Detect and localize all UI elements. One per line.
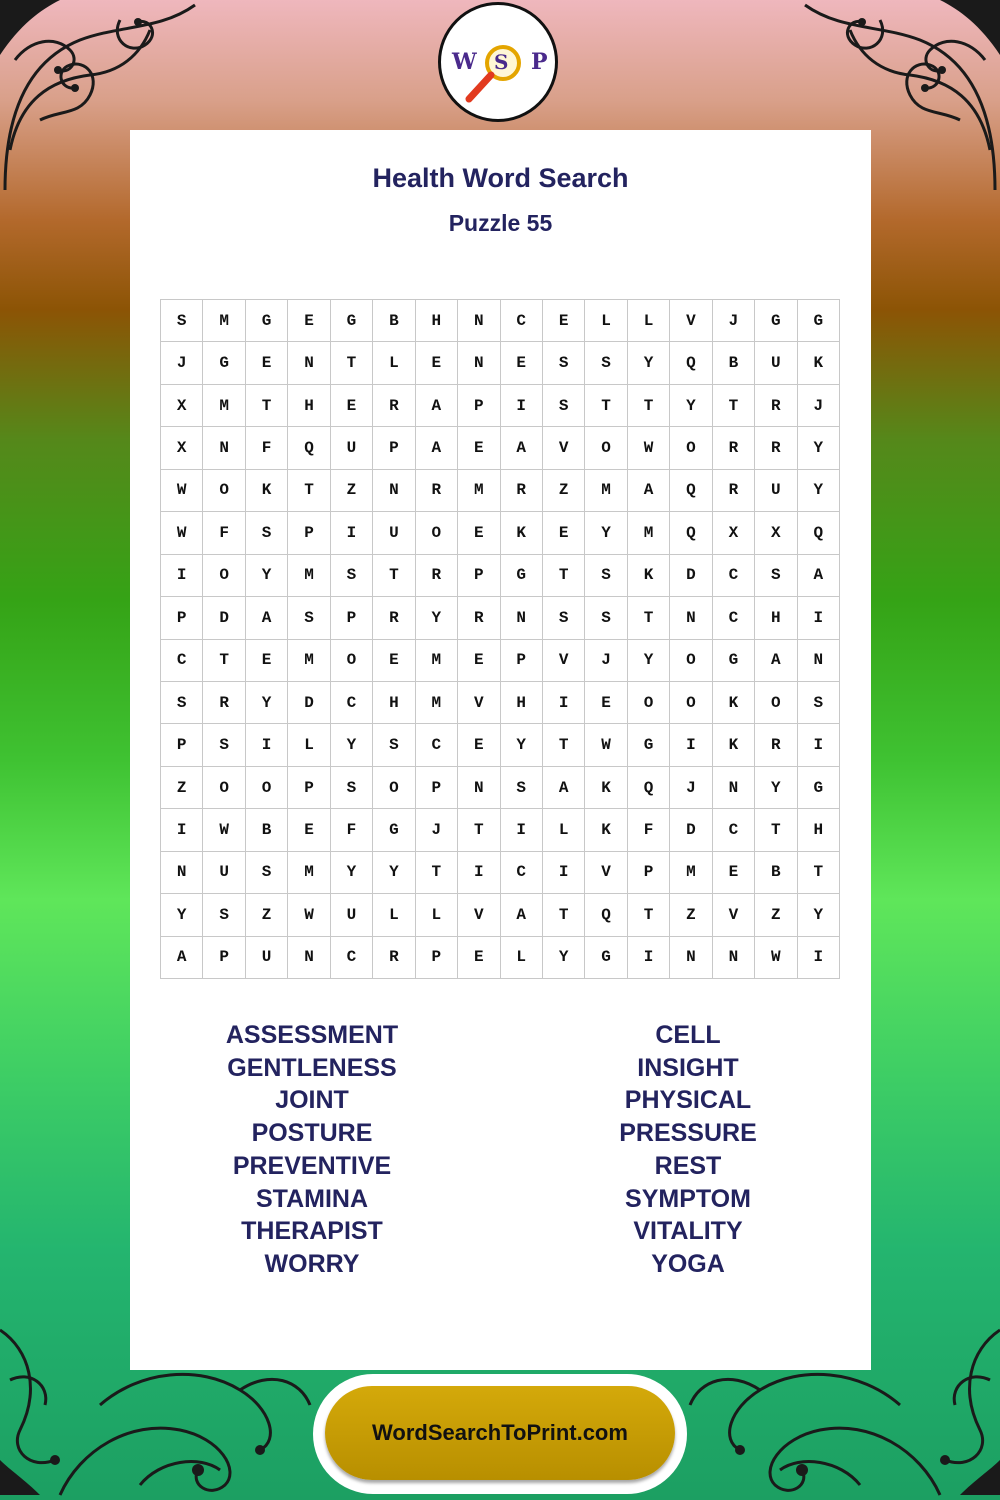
grid-cell: R [373, 385, 415, 427]
grid-cell: N [288, 937, 330, 979]
grid-cell: E [416, 342, 458, 384]
grid-cell: G [798, 767, 840, 809]
grid-cell: D [203, 597, 245, 639]
grid-cell: G [628, 724, 670, 766]
site-button-frame [313, 1374, 687, 1494]
grid-cell: T [416, 852, 458, 894]
word-list-item: INSIGHT [637, 1053, 739, 1082]
grid-cell: V [458, 682, 500, 724]
grid-cell: Q [670, 342, 712, 384]
grid-cell: S [161, 682, 203, 724]
grid-cell: A [416, 385, 458, 427]
grid-cell: T [203, 640, 245, 682]
grid-cell: E [288, 300, 330, 342]
grid-cell: L [543, 809, 585, 851]
grid-cell: A [543, 767, 585, 809]
grid-cell: L [585, 300, 627, 342]
grid-cell: R [713, 470, 755, 512]
grid-cell: O [585, 427, 627, 469]
grid-cell: Z [755, 894, 797, 936]
grid-cell: M [585, 470, 627, 512]
grid-cell: U [203, 852, 245, 894]
word-list-item: REST [654, 1151, 722, 1180]
grid-cell: I [331, 512, 373, 554]
grid-cell: O [755, 682, 797, 724]
grid-cell: V [543, 427, 585, 469]
grid-cell: N [458, 300, 500, 342]
grid-cell: Y [331, 852, 373, 894]
grid-cell: S [543, 342, 585, 384]
grid-cell: M [288, 852, 330, 894]
grid-cell: B [246, 809, 288, 851]
grid-cell: H [501, 682, 543, 724]
grid-cell: P [288, 512, 330, 554]
page-title: Health Word Search [372, 163, 629, 193]
grid-cell: K [713, 724, 755, 766]
grid-cell: W [755, 937, 797, 979]
grid-cell: Q [670, 470, 712, 512]
grid-cell: W [585, 724, 627, 766]
site-link-button[interactable]: WordSearchToPrint.com [325, 1386, 675, 1480]
grid-cell: Y [373, 852, 415, 894]
grid-cell: O [203, 767, 245, 809]
grid-cell: Z [331, 470, 373, 512]
grid-cell: C [161, 640, 203, 682]
grid-cell: A [501, 894, 543, 936]
grid-cell: X [755, 512, 797, 554]
grid-cell: M [288, 555, 330, 597]
grid-cell: D [670, 555, 712, 597]
grid-cell: Y [798, 427, 840, 469]
grid-cell: L [373, 894, 415, 936]
word-list-item: PREVENTIVE [232, 1151, 392, 1180]
grid-cell: E [713, 852, 755, 894]
grid-cell: U [331, 427, 373, 469]
grid-cell: E [246, 342, 288, 384]
grid-cell: N [161, 852, 203, 894]
grid-cell: N [713, 937, 755, 979]
grid-cell: H [373, 682, 415, 724]
grid-cell: U [331, 894, 373, 936]
grid-cell: S [798, 682, 840, 724]
grid-cell: P [288, 767, 330, 809]
grid-cell: P [331, 597, 373, 639]
grid-cell: Y [161, 894, 203, 936]
grid-cell: C [713, 555, 755, 597]
grid-cell: Y [798, 470, 840, 512]
logo-letter-p: P [531, 49, 548, 75]
grid-cell: S [585, 597, 627, 639]
grid-cell: O [628, 682, 670, 724]
grid-cell: K [798, 342, 840, 384]
grid-cell: N [203, 427, 245, 469]
grid-cell: W [161, 470, 203, 512]
grid-cell: K [585, 809, 627, 851]
grid-cell: Z [670, 894, 712, 936]
word-list-item: JOINT [275, 1086, 349, 1115]
word-list-item: PRESSURE [619, 1119, 757, 1148]
grid-cell: G [585, 937, 627, 979]
grid-cell: T [246, 385, 288, 427]
grid-cell: I [501, 385, 543, 427]
grid-cell: J [713, 300, 755, 342]
grid-cell: P [416, 937, 458, 979]
grid-cell: I [798, 724, 840, 766]
word-list-item: ASSESSMENT [225, 1021, 399, 1049]
grid-cell: W [628, 427, 670, 469]
grid-cell: S [161, 300, 203, 342]
grid-cell: P [458, 385, 500, 427]
grid-cell: N [713, 767, 755, 809]
grid-cell: G [246, 300, 288, 342]
grid-cell: J [798, 385, 840, 427]
grid-cell: V [670, 300, 712, 342]
grid-cell: T [628, 597, 670, 639]
grid-cell: R [501, 470, 543, 512]
grid-cell: L [501, 937, 543, 979]
grid-cell: L [416, 894, 458, 936]
grid-cell: T [628, 385, 670, 427]
grid-cell: G [755, 300, 797, 342]
grid-cell: R [373, 937, 415, 979]
grid-cell: R [713, 427, 755, 469]
word-list-right [538, 1019, 838, 1281]
grid-cell: Y [628, 342, 670, 384]
grid-cell: D [288, 682, 330, 724]
grid-cell: L [288, 724, 330, 766]
grid-cell: C [501, 300, 543, 342]
grid-cell: C [331, 682, 373, 724]
grid-cell: N [373, 470, 415, 512]
grid-cell: F [331, 809, 373, 851]
grid-cell: J [161, 342, 203, 384]
grid-cell: K [713, 682, 755, 724]
grid-cell: O [246, 767, 288, 809]
grid-cell: E [458, 512, 500, 554]
grid-cell: I [670, 724, 712, 766]
word-list-item: POSTURE [251, 1119, 373, 1148]
grid-cell: N [458, 767, 500, 809]
grid-cell: E [373, 640, 415, 682]
grid-cell: C [713, 597, 755, 639]
grid-cell: I [543, 852, 585, 894]
grid-cell: R [416, 555, 458, 597]
word-list-item: WORRY [264, 1249, 360, 1278]
grid-cell: M [203, 300, 245, 342]
grid-cell: E [458, 724, 500, 766]
grid-cell: C [331, 937, 373, 979]
grid-cell: Y [628, 640, 670, 682]
grid-cell: T [288, 470, 330, 512]
grid-cell: U [755, 342, 797, 384]
grid-cell: B [755, 852, 797, 894]
grid-cell: I [543, 682, 585, 724]
grid-cell: M [670, 852, 712, 894]
grid-cell: K [501, 512, 543, 554]
grid-cell: C [501, 852, 543, 894]
site-logo[interactable] [438, 2, 558, 122]
grid-cell: Z [543, 470, 585, 512]
grid-cell: D [670, 809, 712, 851]
grid-cell: N [458, 342, 500, 384]
grid-cell: A [501, 427, 543, 469]
puzzle-number: Puzzle 55 [448, 210, 553, 236]
grid-cell: P [458, 555, 500, 597]
grid-cell: Z [161, 767, 203, 809]
grid-cell: L [373, 342, 415, 384]
grid-cell: O [670, 682, 712, 724]
word-list-item: VITALITY [633, 1217, 743, 1246]
grid-cell: T [458, 809, 500, 851]
grid-cell: R [416, 470, 458, 512]
grid-cell: J [585, 640, 627, 682]
grid-cell: N [670, 597, 712, 639]
grid-cell: I [798, 937, 840, 979]
grid-cell: R [458, 597, 500, 639]
grid-cell: O [670, 427, 712, 469]
grid-cell: Q [628, 767, 670, 809]
grid-cell: E [288, 809, 330, 851]
grid-cell: A [416, 427, 458, 469]
grid-cell: N [670, 937, 712, 979]
grid-cell: O [416, 512, 458, 554]
grid-cell: O [670, 640, 712, 682]
word-list-item: THERAPIST [241, 1217, 383, 1246]
grid-cell: E [458, 640, 500, 682]
grid-cell: M [628, 512, 670, 554]
grid-cell: E [585, 682, 627, 724]
grid-cell: E [543, 512, 585, 554]
grid-cell: J [670, 767, 712, 809]
grid-cell: V [585, 852, 627, 894]
logo-letter-s: S [494, 50, 509, 74]
word-list-item: STAMINA [255, 1184, 369, 1213]
grid-cell: P [373, 427, 415, 469]
grid-cell: N [798, 640, 840, 682]
grid-cell: S [288, 597, 330, 639]
grid-cell: U [373, 512, 415, 554]
grid-cell: X [713, 512, 755, 554]
grid-cell: N [288, 342, 330, 384]
letter-grid [160, 299, 840, 979]
grid-cell: M [416, 682, 458, 724]
grid-cell: K [585, 767, 627, 809]
grid-cell: A [755, 640, 797, 682]
grid-cell: B [373, 300, 415, 342]
grid-cell: Y [798, 894, 840, 936]
grid-cell: G [501, 555, 543, 597]
grid-cell: J [416, 809, 458, 851]
grid-cell: T [755, 809, 797, 851]
grid-cell: S [203, 724, 245, 766]
grid-cell: X [161, 385, 203, 427]
grid-cell: A [628, 470, 670, 512]
grid-cell: E [501, 342, 543, 384]
grid-cell: H [416, 300, 458, 342]
grid-cell: K [628, 555, 670, 597]
grid-cell: Y [246, 682, 288, 724]
grid-cell: Y [670, 385, 712, 427]
grid-cell: Q [798, 512, 840, 554]
grid-cell: H [755, 597, 797, 639]
grid-cell: F [246, 427, 288, 469]
grid-cell: T [543, 724, 585, 766]
grid-cell: R [755, 385, 797, 427]
grid-cell: T [585, 385, 627, 427]
grid-cell: X [161, 427, 203, 469]
grid-cell: S [585, 342, 627, 384]
grid-cell: F [628, 809, 670, 851]
grid-cell: V [543, 640, 585, 682]
grid-cell: P [501, 640, 543, 682]
grid-cell: Y [755, 767, 797, 809]
grid-cell: E [458, 427, 500, 469]
grid-cell: O [203, 470, 245, 512]
grid-cell: P [161, 724, 203, 766]
grid-cell: T [543, 894, 585, 936]
word-list-item: SYMPTOM [625, 1184, 751, 1213]
grid-cell: H [288, 385, 330, 427]
grid-cell: I [161, 555, 203, 597]
grid-cell: G [331, 300, 373, 342]
grid-cell: M [458, 470, 500, 512]
logo-letter-w: W [452, 49, 477, 75]
grid-cell: Y [246, 555, 288, 597]
grid-cell: T [331, 342, 373, 384]
grid-cell: R [755, 724, 797, 766]
grid-cell: A [246, 597, 288, 639]
grid-cell: G [203, 342, 245, 384]
grid-cell: F [203, 512, 245, 554]
grid-cell: I [501, 809, 543, 851]
grid-cell: Y [416, 597, 458, 639]
grid-cell: N [501, 597, 543, 639]
grid-cell: R [373, 597, 415, 639]
grid-cell: A [798, 555, 840, 597]
word-list-left [162, 1019, 462, 1281]
grid-cell: I [628, 937, 670, 979]
grid-cell: H [798, 809, 840, 851]
grid-cell: M [416, 640, 458, 682]
grid-cell: P [416, 767, 458, 809]
grid-cell: T [713, 385, 755, 427]
grid-cell: Z [246, 894, 288, 936]
grid-cell: Q [670, 512, 712, 554]
word-list-item: YOGA [651, 1249, 725, 1278]
grid-cell: P [161, 597, 203, 639]
grid-cell: E [543, 300, 585, 342]
grid-cell: G [798, 300, 840, 342]
grid-cell: S [331, 767, 373, 809]
grid-cell: S [543, 385, 585, 427]
grid-cell: V [713, 894, 755, 936]
grid-cell: A [161, 937, 203, 979]
grid-cell: S [246, 512, 288, 554]
grid-cell: S [543, 597, 585, 639]
grid-cell: W [161, 512, 203, 554]
grid-cell: L [628, 300, 670, 342]
grid-cell: K [246, 470, 288, 512]
grid-cell: W [288, 894, 330, 936]
grid-cell: T [373, 555, 415, 597]
grid-cell: I [798, 597, 840, 639]
grid-cell: O [203, 555, 245, 597]
grid-cell: B [713, 342, 755, 384]
grid-cell: U [246, 937, 288, 979]
word-list-item: CELL [655, 1021, 721, 1049]
grid-cell: C [416, 724, 458, 766]
grid-cell: I [161, 809, 203, 851]
grid-cell: T [798, 852, 840, 894]
grid-cell: S [585, 555, 627, 597]
grid-cell: G [373, 809, 415, 851]
grid-cell: S [373, 724, 415, 766]
grid-cell: W [203, 809, 245, 851]
grid-cell: S [203, 894, 245, 936]
grid-cell: E [246, 640, 288, 682]
word-list-item: PHYSICAL [624, 1086, 752, 1115]
grid-cell: G [713, 640, 755, 682]
grid-cell: V [458, 894, 500, 936]
grid-cell: S [331, 555, 373, 597]
grid-cell: O [331, 640, 373, 682]
grid-cell: R [755, 427, 797, 469]
grid-cell: Y [331, 724, 373, 766]
word-list-item: GENTLENESS [227, 1053, 397, 1082]
grid-cell: P [203, 937, 245, 979]
grid-cell: R [203, 682, 245, 724]
grid-cell: Y [585, 512, 627, 554]
grid-cell: S [501, 767, 543, 809]
grid-cell: Y [501, 724, 543, 766]
grid-cell: T [543, 555, 585, 597]
grid-cell: Q [288, 427, 330, 469]
grid-cell: I [246, 724, 288, 766]
grid-cell: T [628, 894, 670, 936]
grid-cell: M [203, 385, 245, 427]
grid-cell: U [755, 470, 797, 512]
grid-cell: P [628, 852, 670, 894]
grid-cell: M [288, 640, 330, 682]
grid-cell: E [458, 937, 500, 979]
grid-cell: I [458, 852, 500, 894]
grid-cell: C [713, 809, 755, 851]
grid-cell: O [373, 767, 415, 809]
grid-cell: E [331, 385, 373, 427]
grid-cell: S [755, 555, 797, 597]
grid-cell: S [246, 852, 288, 894]
grid-cell: Q [585, 894, 627, 936]
grid-cell: Y [543, 937, 585, 979]
